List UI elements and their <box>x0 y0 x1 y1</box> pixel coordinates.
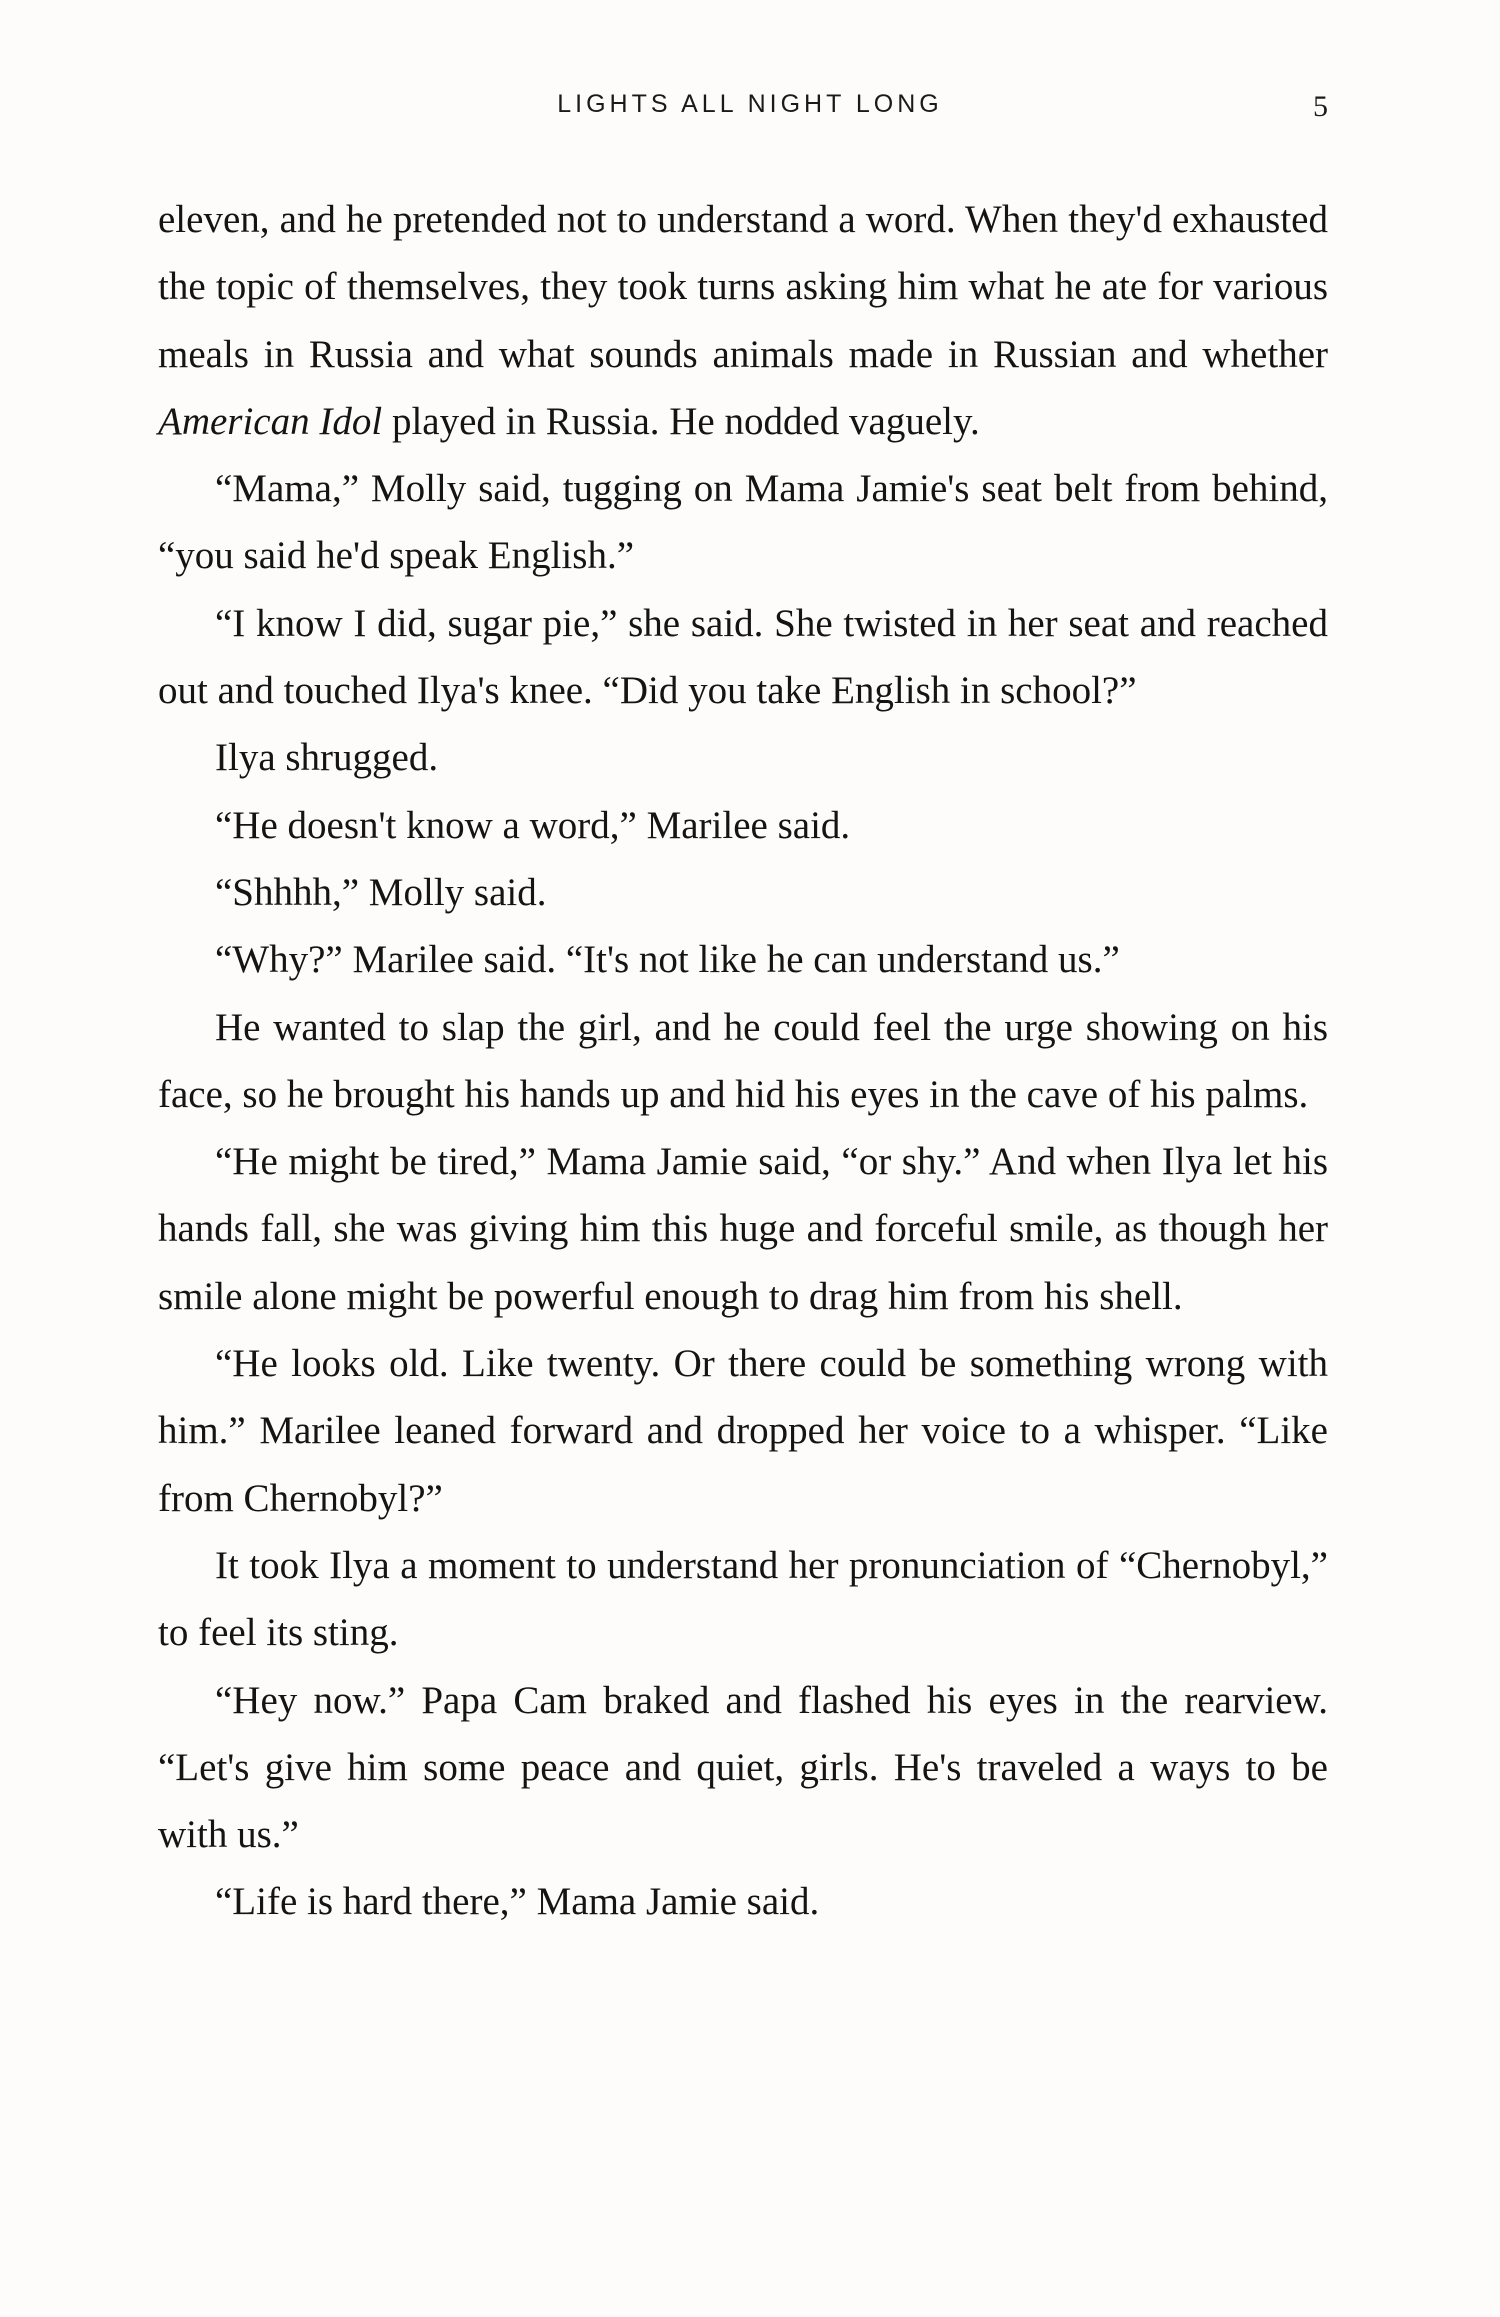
paragraph-2: “Mama,” Molly said, tugging on Mama Jamie's seat belt from behind, “you said he'd speak English.” <box>158 467 1328 578</box>
paragraph-12: “Hey now.” Papa Cam braked and flashed his eyes in the rearview. “Let's give him some peace and quiet, girls. He's traveled a ways to be with us.” <box>158 1678 1328 1857</box>
paragraph-4: Ilya shrugged. <box>215 736 439 780</box>
paragraph-8: He wanted to slap the girl, and he could feel the urge showing on his face, so he brought his hands up and hid his eyes in the cave of his palms. <box>158 1005 1328 1116</box>
book-title-italic: American Idol <box>158 399 383 443</box>
paragraph-6: “Shhhh,” Molly said. <box>215 870 547 914</box>
paragraph-7: “Why?” Marilee said. “It's not like he can understand us.” <box>215 938 1120 982</box>
paragraph-13: “Life is hard there,” Mama Jamie said. <box>215 1880 820 1924</box>
paragraph-11: It took Ilya a moment to understand her pronunciation of “Chernobyl,” to feel its sting. <box>158 1543 1328 1655</box>
paragraph-3: “I know I did, sugar pie,” she said. She twisted in her seat and reached out and touched Ilya's knee. “Did you take English in school?” <box>158 601 1328 713</box>
running-title: LIGHTS ALL NIGHT LONG <box>557 90 943 118</box>
paragraph-1-text: eleven, and he pretended not to understand a word. When they'd exhausted the topic of themselves, they took turns asking him what he ate for various meals in Russia and what sounds animals made in Russian and whether <box>158 198 1328 376</box>
body-text <box>158 186 1328 1936</box>
paragraph-10: “He looks old. Like twenty. Or there could be something wrong with him.” Marilee leaned forward and dropped her voice to a whisper. “Like from Chernobyl?” <box>158 1342 1328 1520</box>
paragraph-1 <box>158 186 1328 455</box>
page-number: 5 <box>1313 90 1328 123</box>
paragraph-1-text-after: played in Russia. He nodded vaguely. <box>382 399 980 443</box>
paragraph-5: “He doesn't know a word,” Marilee said. <box>215 803 851 847</box>
running-head <box>0 90 1500 130</box>
paragraph-9: “He might be tired,” Mama Jamie said, “or shy.” And when Ilya let his hands fall, she was giving him this huge and forceful smile, as though her smile alone might be powerful enough to drag him from his shell. <box>158 1140 1328 1318</box>
